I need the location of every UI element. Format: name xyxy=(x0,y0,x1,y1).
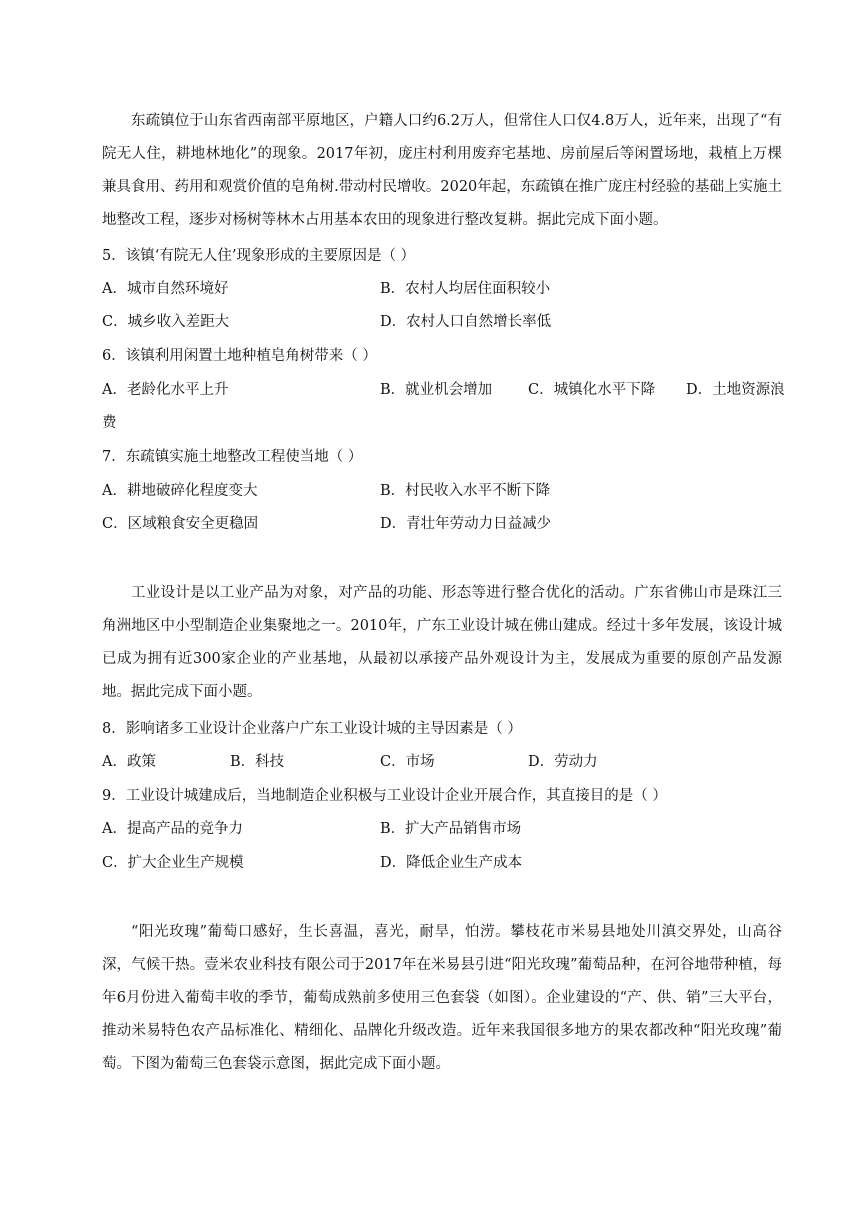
passage-dongshu: 东疏镇位于山东省西南部平原地区，户籍人口约6.2万人，但常住人口仅4.8万人，近年来，出现了“有院无人住，耕地林地化”的现象。2017年初，庞庄村利用废弃宅基地、房前屋后等闲置场地，栽植上万棵兼具食用、药用和观赏价值的皂角树.带动村民增收。2020年起，东疏镇在推广庞庄村经验的基础上实施土地整改工程，逐步对杨树等林木占用基本农田的现象进行整改复耕。据此完成下面小题。 xyxy=(102,113,782,228)
question-8-option-d: D．劳动力 xyxy=(528,754,598,770)
passage-industrial-design: 工业设计是以工业产品为对象，对产品的功能、形态等进行整合优化的活动。广东省佛山市是珠江三角洲地区中小型制造企业集聚地之一。2010年，广东工业设计城在佛山建成。经过十多年发展，该设计城已成为拥有近300家企业的产业基地，从最初以承接产品外观设计为主，发展成为重要的原创产品发源地。据此完成下面小题。 xyxy=(102,585,782,700)
question-7-option-b: B．村民收入水平不断下降 xyxy=(380,483,551,499)
question-6-option-b: B．就业机会增加 xyxy=(380,382,493,398)
question-8-option-a: A．政策 xyxy=(102,754,156,770)
question-8-stem: 8．影响诸多工业设计企业落户广东工业设计城的主导因素是（ ） xyxy=(102,721,522,737)
question-8-option-b: B．科技 xyxy=(230,754,285,770)
question-5-option-b: B．农村人均居住面积较小 xyxy=(380,281,551,297)
question-9-option-c: C．扩大企业生产规模 xyxy=(102,855,244,871)
question-7-option-a: A．耕地破碎化程度变大 xyxy=(102,483,258,499)
question-7-option-c: C．区域粮食安全更稳固 xyxy=(102,516,259,532)
question-9-option-a: A．提高产品的竞争力 xyxy=(102,821,243,837)
question-7-stem: 7．东疏镇实施土地整改工程使当地（ ） xyxy=(102,449,363,465)
question-9-option-b: B．扩大产品销售市场 xyxy=(380,821,522,837)
question-5-stem: 5．该镇‘有院无人住’现象形成的主要原因是（ ） xyxy=(102,248,416,264)
passage-sunshine-rose-grape: “阳光玫瑰”葡萄口感好，生长喜温，喜光，耐旱，怕涝。攀枝花市米易县地处川滇交界处，山高谷深，气候干热。壹米农业科技有限公司于2017年在米易县引进“阳光玫瑰”葡萄品种，在河谷地带种植，每年6月份进入葡萄丰收的季节，葡萄成熟前多使用三色套袋（如图）。企业建设的“产、供、销”三大平台，推动米易特色农产品标准化、精细化、品牌化升级改造。近年来我国很多地方的果农都改种“阳光玫瑰”葡萄。下图为葡萄三色套袋示意图，据此完成下面小题。 xyxy=(102,924,782,1072)
question-6-option-a: A．老龄化水平上升 xyxy=(102,382,229,398)
question-6-option-d-continued: 费 xyxy=(102,415,117,431)
question-5-option-a: A．城市自然环境好 xyxy=(102,281,229,297)
question-5-option-c: C．城乡收入差距大 xyxy=(102,314,230,330)
question-6-stem: 6．该镇利用闲置土地种植皂角树带来（ ） xyxy=(102,348,377,364)
question-8-option-c: C．市场 xyxy=(380,754,435,770)
question-6-option-d: D．土地资源浪 xyxy=(686,382,785,398)
question-7-option-d: D．青壮年劳动力日益减少 xyxy=(380,516,552,532)
question-5-option-d: D．农村人口自然增长率低 xyxy=(380,314,552,330)
question-9-option-d: D．降低企业生产成本 xyxy=(380,855,523,871)
question-9-stem: 9．工业设计城建成后，当地制造企业积极与工业设计企业开展合作，其直接目的是（ ） xyxy=(102,788,667,804)
question-6-option-c: C．城镇化水平下降 xyxy=(528,382,656,398)
